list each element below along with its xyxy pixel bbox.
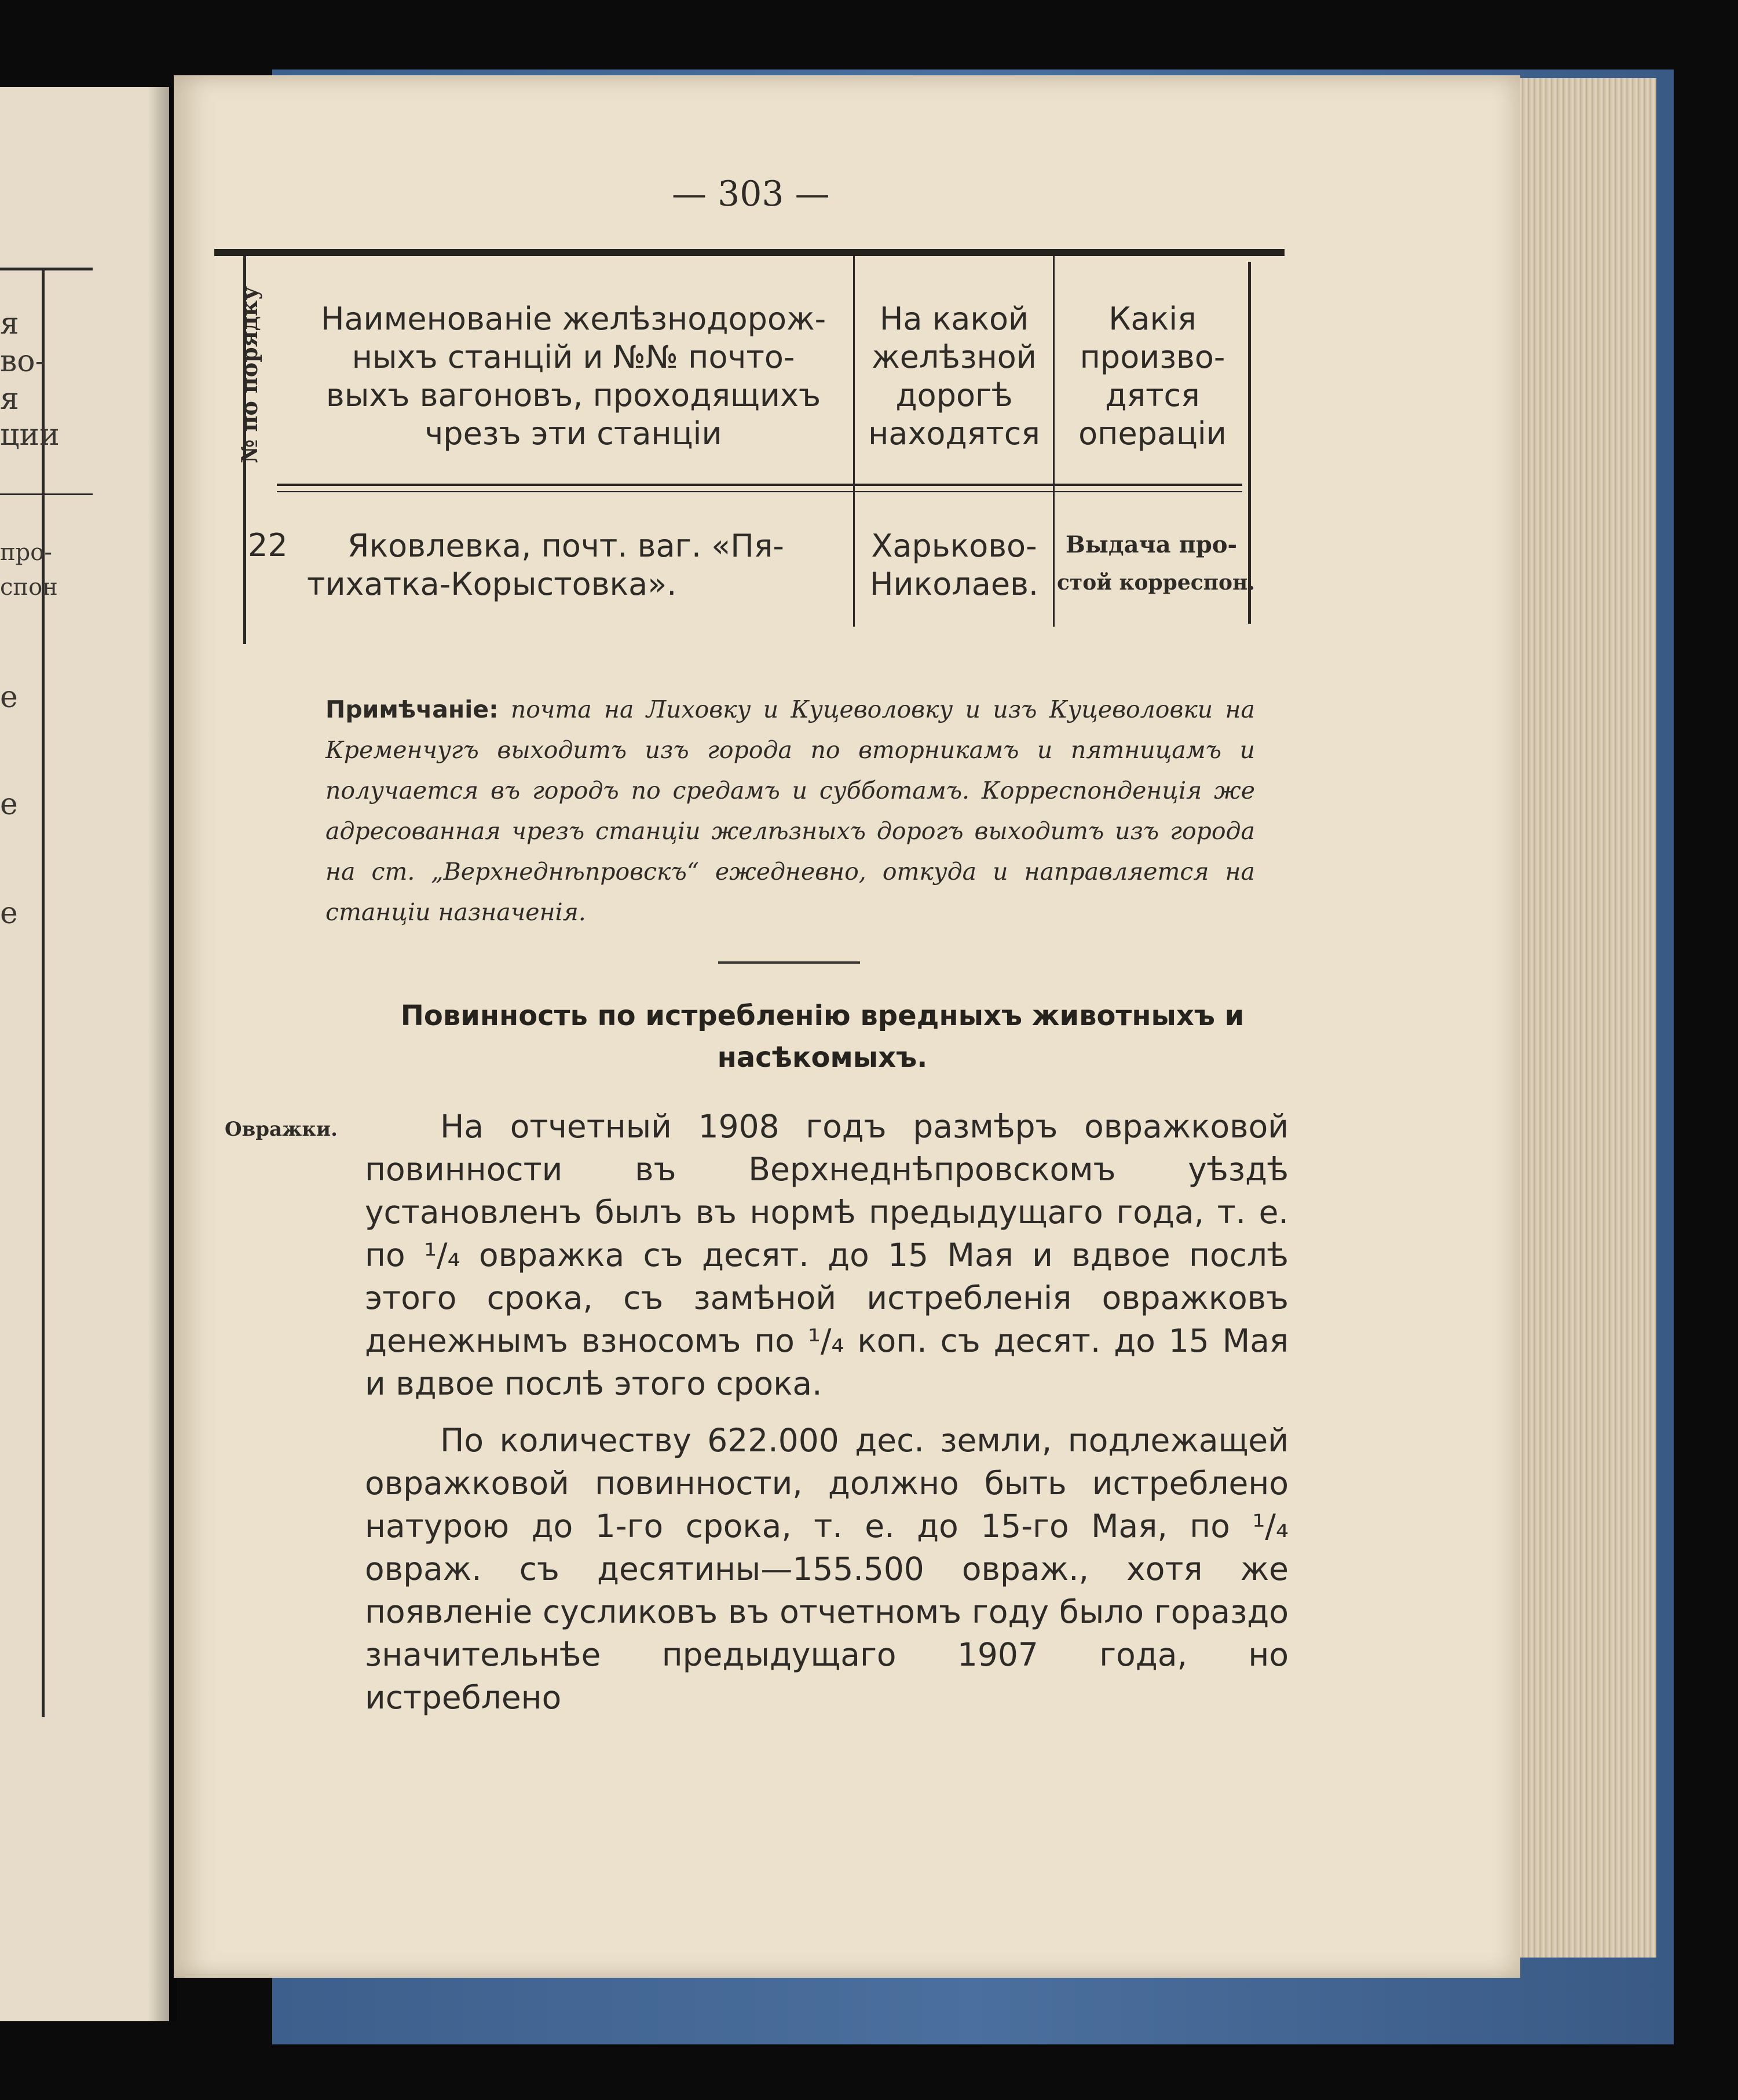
table-header-rule-2 <box>277 491 1242 492</box>
note <box>325 689 1255 932</box>
row-operation-line2: стой корреспон. <box>1057 570 1255 595</box>
left-fragment: во- <box>0 344 46 379</box>
left-fragment: про- <box>0 539 52 566</box>
table-line <box>1053 256 1055 627</box>
paragraph-text: На отчетный 1908 годъ размѣръ овражковой повинности въ Верхнеднѣпровскомъ уѣздѣ установленъ былъ въ нормѣ предыдущаго года, т. е. по ¹/₄ овражка съ десят. до 15 Мая и вдвое послѣ этого срока, съ замѣной истребленія овражковъ денежнымъ взносомъ по ¹/₄ коп. съ десят. до 15 Мая и вдвое послѣ этого срока. <box>365 1108 1289 1402</box>
row-road: Харьково- Николаев. <box>869 528 1039 602</box>
section-divider <box>718 961 860 964</box>
paragraph <box>365 1419 1289 1719</box>
left-page-column-line <box>42 269 45 1717</box>
left-page-rule <box>0 268 93 270</box>
note-label: Примѣчаніе: <box>325 696 499 723</box>
row-operation-line1: Выдача про- <box>1066 531 1238 558</box>
column-header-number: № по порядку <box>236 286 262 463</box>
page-number: — 303 — <box>672 174 830 214</box>
column-header-road: На какой желѣзной дорогѣ находятся <box>868 301 1040 452</box>
paragraph <box>365 1105 1289 1405</box>
table-line <box>853 256 855 627</box>
margin-label: Овражки. <box>225 1118 338 1141</box>
left-fragment: я <box>0 382 19 416</box>
table-header-rule <box>277 484 1242 486</box>
left-fragment: е <box>0 680 18 715</box>
gutter-shadow <box>148 87 177 2021</box>
paragraph-text: По количеству 622.000 дес. земли, подлежащей овражковой повинности, должно быть истреблено натурою до 1-го срока, т. е. до 15-го Мая, по ¹/₄ овраж. съ десятины—155.500 овраж., хотя же появленіе сусликовъ въ отчетномъ году было гораздо значительнѣе предыдущаго 1907 года, но истреблено <box>365 1422 1289 1716</box>
left-fragment: е <box>0 896 18 931</box>
column-header-name: Наименованіе желѣзнодорож- ныхъ станцій и №№ почто- выхъ вагоновъ, проходящихъ чрезъ эти станціи <box>320 301 826 452</box>
column-header-operations: Какія произво- дятся операціи <box>1078 301 1227 452</box>
table-top-rule <box>214 249 1285 256</box>
note-text: почта на Лиховку и Куцеволовку и изъ Куцеволовки на Кременчугъ выходитъ изъ города по вторникамъ и пятницамъ и получается въ городъ по средамъ и субботамъ. Корреспонденція же адресованная чрезъ станціи желѣзныхъ дорогъ выходитъ изъ города на ст. „Верхнеднѣпровскъ“ ежедневно, откуда и направляется на станціи назначенія. <box>325 696 1255 926</box>
left-page-rule-2 <box>0 493 93 495</box>
row-station-line1: Яковлевка, почт. ваг. «Пя- <box>347 528 784 564</box>
left-fragment: спон <box>0 574 58 601</box>
row-station-line2: тихатка-Корыстовка». <box>307 566 677 602</box>
left-fragment: я <box>0 306 19 341</box>
left-fragment: ции <box>0 418 60 452</box>
section-heading: Повинность по истребленію вредныхъ животныхъ и насѣкомыхъ. <box>400 1000 1245 1074</box>
row-number: 22 <box>248 527 288 564</box>
left-fragment: е <box>0 787 18 822</box>
